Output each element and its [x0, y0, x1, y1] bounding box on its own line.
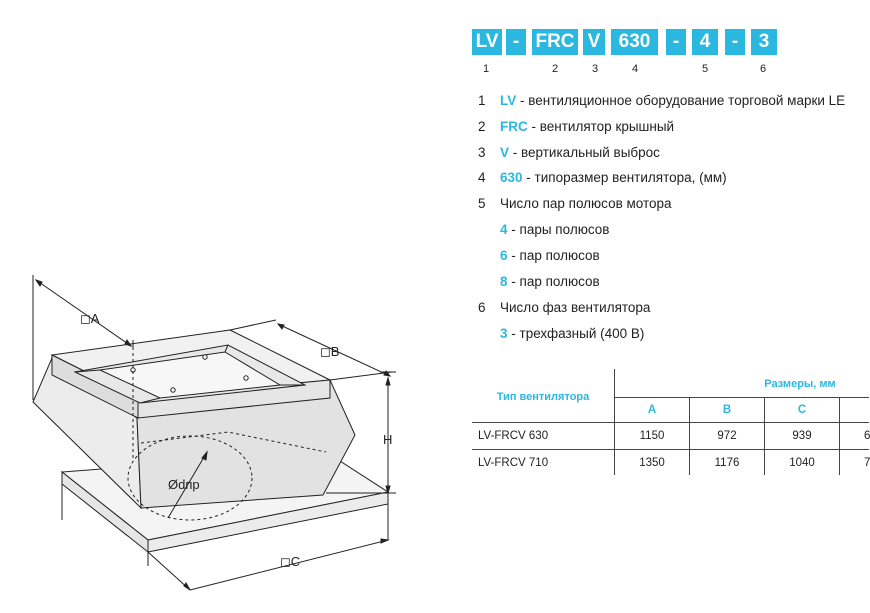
code-part-frc: FRC [532, 29, 578, 55]
table-cell: 1150 [639, 430, 665, 442]
table-row-type: LV-FRCV 630 [478, 430, 549, 442]
legend-code: 8 [500, 274, 508, 289]
table-divider [614, 397, 869, 398]
table-row-type: LV-FRCV 710 [478, 457, 549, 469]
legend-item [478, 119, 674, 134]
legend-num: 3 [478, 145, 486, 160]
legend-code: 4 [500, 222, 508, 237]
legend-subitem [478, 248, 600, 263]
legend-num: 4 [478, 170, 486, 185]
legend-item [478, 145, 660, 160]
legend-code: FRC [500, 119, 528, 134]
code-index-4: 4 [631, 63, 639, 75]
legend-item [478, 170, 727, 185]
table-cell: 7 [864, 457, 870, 469]
legend-item [478, 93, 845, 108]
table-header-type: Тип вентилятора [496, 391, 590, 403]
column-header: C [797, 404, 807, 416]
code-index-1: 1 [482, 63, 490, 75]
legend-text: - трехфазный (400 В) [507, 326, 645, 341]
legend-item [478, 300, 650, 315]
table-cell: 6 [864, 430, 870, 442]
code-index-5: 5 [701, 63, 709, 75]
code-index-2: 2 [551, 63, 559, 75]
table-cell: 939 [792, 430, 812, 442]
legend-text: - пары полюсов [507, 222, 610, 237]
legend-num: 6 [478, 300, 486, 315]
dim-label-c: ◻C [280, 554, 301, 569]
table-divider [472, 449, 869, 450]
table-cell: 972 [717, 430, 737, 442]
legend-subitem [478, 274, 600, 289]
legend-text: - пар полюсов [507, 274, 600, 289]
table-cell: 1350 [639, 457, 665, 469]
legend-code: 630 [500, 170, 523, 185]
code-index-3: 3 [591, 63, 599, 75]
code-part-v: V [583, 29, 605, 55]
table-cell: 1040 [789, 457, 815, 469]
legend-item [478, 196, 672, 211]
code-index-6: 6 [759, 63, 767, 75]
legend-code: V [500, 145, 510, 160]
column-header: B [722, 404, 732, 416]
dim-label-a: ◻A [80, 311, 100, 326]
legend-num: 5 [478, 196, 486, 211]
column-header: A [647, 404, 657, 416]
table-divider [472, 422, 869, 423]
legend-code: 6 [500, 248, 508, 263]
table-divider [839, 398, 840, 475]
code-sep-3: - [725, 29, 745, 55]
dim-label-d: Ødпр [168, 477, 200, 492]
legend-subitem [478, 222, 609, 237]
legend-text: - типоразмер вентилятора, (мм) [522, 170, 727, 185]
legend-subitem [478, 326, 644, 341]
legend-num: 1 [478, 93, 486, 108]
code-sep-2: - [666, 29, 686, 55]
legend-text: Число фаз вентилятора [500, 300, 651, 315]
code-part-lv: LV [472, 29, 502, 55]
code-part-4: 4 [692, 29, 718, 55]
dim-label-h: H [383, 432, 393, 447]
legend-text: - вертикальный выброс [509, 145, 660, 160]
code-part-3: 3 [751, 29, 777, 55]
legend-text: - вентиляционное оборудование торговой марки LE [516, 93, 846, 108]
legend-code: 3 [500, 326, 508, 341]
table-cell: 1176 [714, 457, 740, 469]
table-header-dims: Размеры, мм [764, 378, 836, 390]
legend-text: - вентилятор крышный [527, 119, 675, 134]
legend-code: LV [500, 93, 517, 108]
legend-text: Число пар полюсов мотора [500, 196, 672, 211]
legend-num: 2 [478, 119, 486, 134]
code-sep-1: - [506, 29, 526, 55]
dim-label-b: ◻B [320, 344, 340, 359]
legend-text: - пар полюсов [507, 248, 600, 263]
code-part-630: 630 [611, 29, 658, 55]
